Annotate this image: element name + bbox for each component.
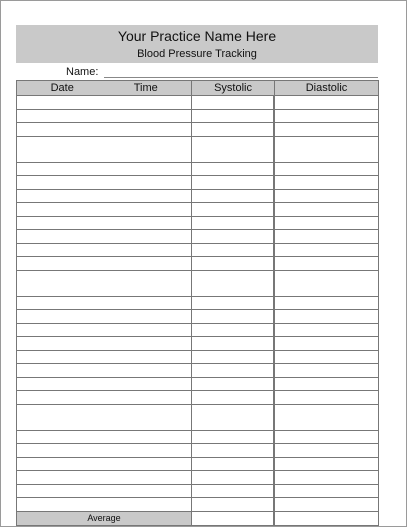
table-row — [17, 364, 379, 378]
datetime-cell[interactable] — [17, 162, 192, 176]
systolic-cell[interactable] — [192, 296, 274, 310]
systolic-cell[interactable] — [192, 391, 274, 405]
diastolic-cell[interactable] — [275, 323, 379, 337]
datetime-cell[interactable] — [17, 471, 192, 485]
table-row — [17, 350, 379, 364]
col-header-systolic: Systolic — [192, 81, 275, 96]
datetime-cell[interactable] — [17, 96, 192, 110]
diastolic-cell[interactable] — [275, 270, 379, 296]
systolic-cell[interactable] — [192, 484, 274, 498]
table-row — [17, 404, 379, 430]
datetime-cell[interactable] — [17, 323, 192, 337]
datetime-cell[interactable] — [17, 216, 192, 230]
systolic-cell[interactable] — [192, 109, 274, 123]
datetime-cell[interactable] — [17, 257, 192, 271]
table-row — [17, 391, 379, 405]
systolic-cell[interactable] — [192, 96, 274, 110]
systolic-cell[interactable] — [192, 257, 274, 271]
datetime-cell[interactable] — [17, 310, 192, 324]
datetime-cell[interactable] — [17, 430, 192, 444]
average-row — [17, 511, 379, 525]
datetime-cell[interactable] — [17, 350, 192, 364]
diastolic-cell[interactable] — [275, 404, 379, 430]
systolic-cell[interactable] — [192, 457, 274, 471]
diastolic-cell[interactable] — [275, 230, 379, 244]
datetime-cell[interactable] — [17, 444, 192, 458]
datetime-cell[interactable] — [17, 404, 192, 430]
name-row — [16, 65, 378, 79]
systolic-cell[interactable] — [192, 123, 274, 137]
bp-log-table — [16, 80, 379, 526]
datetime-cell[interactable] — [17, 377, 192, 391]
diastolic-cell[interactable] — [275, 430, 379, 444]
table-row — [17, 310, 379, 324]
systolic-cell[interactable] — [192, 270, 274, 296]
table-row — [17, 484, 379, 498]
diastolic-cell[interactable] — [275, 176, 379, 190]
systolic-cell[interactable] — [192, 377, 274, 391]
table-row — [17, 230, 379, 244]
systolic-cell[interactable] — [192, 471, 274, 485]
systolic-cell[interactable] — [192, 176, 274, 190]
diastolic-cell[interactable] — [275, 364, 379, 378]
systolic-cell[interactable] — [192, 364, 274, 378]
diastolic-cell[interactable] — [275, 162, 379, 176]
diastolic-cell[interactable] — [275, 96, 379, 110]
table-row — [17, 176, 379, 190]
datetime-cell[interactable] — [17, 498, 192, 512]
table-row — [17, 243, 379, 257]
systolic-cell[interactable] — [192, 203, 274, 217]
table-row — [17, 109, 379, 123]
col-header-time: Time — [133, 82, 158, 94]
systolic-cell[interactable] — [192, 323, 274, 337]
systolic-cell[interactable] — [192, 430, 274, 444]
systolic-cell[interactable] — [192, 162, 274, 176]
diastolic-cell[interactable] — [275, 109, 379, 123]
diastolic-cell[interactable] — [275, 457, 379, 471]
form-header — [16, 25, 378, 63]
systolic-cell[interactable] — [192, 350, 274, 364]
table-row — [17, 323, 379, 337]
table-row — [17, 203, 379, 217]
diastolic-cell[interactable] — [275, 310, 379, 324]
diastolic-cell[interactable] — [275, 136, 379, 162]
datetime-cell[interactable] — [17, 189, 192, 203]
col-header-diastolic: Diastolic — [275, 81, 379, 96]
diastolic-cell[interactable] — [275, 257, 379, 271]
table-row — [17, 216, 379, 230]
table-header-row — [17, 81, 379, 96]
table-row — [17, 377, 379, 391]
col-header-date-time — [17, 81, 192, 96]
datetime-cell[interactable] — [17, 337, 192, 351]
datetime-cell[interactable] — [17, 391, 192, 405]
diastolic-cell[interactable] — [275, 471, 379, 485]
table-row — [17, 296, 379, 310]
systolic-cell[interactable] — [192, 189, 274, 203]
datetime-cell[interactable] — [17, 243, 192, 257]
average-systolic-cell[interactable] — [192, 511, 274, 525]
name-field[interactable] — [104, 77, 378, 78]
datetime-cell[interactable] — [17, 270, 192, 296]
diastolic-cell[interactable] — [275, 377, 379, 391]
datetime-cell[interactable] — [17, 203, 192, 217]
col-header-date: Date — [50, 82, 74, 94]
table-row — [17, 444, 379, 458]
table-row — [17, 337, 379, 351]
table-row — [17, 257, 379, 271]
practice-name: Your Practice Name Here — [117, 28, 277, 44]
diastolic-cell[interactable] — [275, 216, 379, 230]
table-row — [17, 457, 379, 471]
datetime-cell[interactable] — [17, 296, 192, 310]
systolic-cell[interactable] — [192, 310, 274, 324]
table-body — [17, 96, 379, 512]
table-row — [17, 96, 379, 110]
systolic-cell[interactable] — [192, 337, 274, 351]
diastolic-cell[interactable] — [275, 203, 379, 217]
datetime-cell[interactable] — [17, 230, 192, 244]
table-row — [17, 189, 379, 203]
diastolic-cell[interactable] — [275, 189, 379, 203]
datetime-cell[interactable] — [17, 176, 192, 190]
diastolic-cell[interactable] — [275, 484, 379, 498]
datetime-cell[interactable] — [17, 484, 192, 498]
table-row — [17, 136, 379, 162]
table-row — [17, 162, 379, 176]
form-subtitle: Blood Pressure Tracking — [137, 48, 257, 60]
datetime-cell[interactable] — [17, 123, 192, 137]
table-row — [17, 430, 379, 444]
datetime-cell[interactable] — [17, 109, 192, 123]
diastolic-cell[interactable] — [275, 350, 379, 364]
diastolic-cell[interactable] — [275, 243, 379, 257]
diastolic-cell[interactable] — [275, 391, 379, 405]
diastolic-cell[interactable] — [275, 123, 379, 137]
table-row — [17, 471, 379, 485]
table-row — [17, 270, 379, 296]
systolic-cell[interactable] — [192, 404, 274, 430]
average-label: Average — [17, 511, 192, 525]
systolic-cell[interactable] — [192, 230, 274, 244]
table-row — [17, 123, 379, 137]
systolic-cell[interactable] — [192, 444, 274, 458]
diastolic-cell[interactable] — [275, 337, 379, 351]
datetime-cell[interactable] — [17, 457, 192, 471]
diastolic-cell[interactable] — [275, 498, 379, 512]
table-row — [17, 498, 379, 512]
datetime-cell[interactable] — [17, 136, 192, 162]
systolic-cell[interactable] — [192, 498, 274, 512]
diastolic-cell[interactable] — [275, 296, 379, 310]
systolic-cell[interactable] — [192, 243, 274, 257]
systolic-cell[interactable] — [192, 216, 274, 230]
diastolic-cell[interactable] — [275, 444, 379, 458]
datetime-cell[interactable] — [17, 364, 192, 378]
name-label: Name: — [66, 66, 99, 78]
systolic-cell[interactable] — [192, 136, 274, 162]
average-diastolic-cell[interactable] — [275, 511, 379, 525]
